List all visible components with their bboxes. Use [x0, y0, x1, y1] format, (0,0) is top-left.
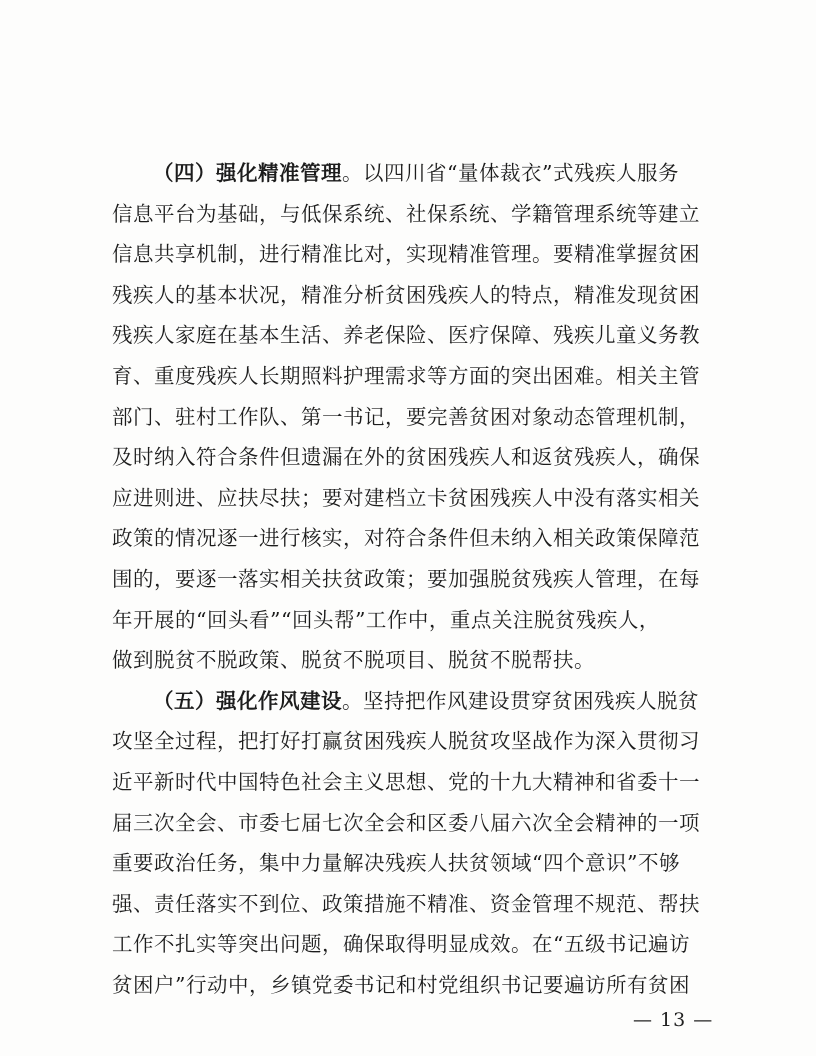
line-text: 。坚持把作风建设贯穿贫困残疾人脱贫	[342, 688, 699, 713]
text-line: 贫困户”行动中，乡镇党委书记和村党组织书记要遍访所有贫困	[112, 972, 690, 997]
text-line: 年开展的“回头看”“回头帮”工作中，重点关注脱贫残疾人，	[112, 607, 660, 632]
text-line: 残疾人的基本状况，精准分析贫困残疾人的特点，精准发现贫困	[112, 282, 700, 307]
text-line: 围的，要逐一落实相关扶贫政策；要加强脱贫残疾人管理，在每	[112, 566, 700, 591]
text-line: 及时纳入符合条件但遗漏在外的贫困残疾人和返贫残疾人，确保	[112, 445, 700, 470]
text-line: 届三次全会、市委七届七次全会和区委八届六次全会精神的一项	[112, 810, 700, 835]
text-line: 工作不扎实等突出问题，确保取得明显成效。在“五级书记遍访	[112, 932, 690, 957]
text-line: 残疾人家庭在基本生活、养老保险、医疗保障、残疾儿童义务教	[112, 323, 700, 348]
paragraph-5-first-line	[112, 681, 712, 722]
text-line: 做到脱贫不脱政策、脱贫不脱项目、脱贫不脱帮扶。	[112, 648, 595, 673]
body-text	[112, 153, 712, 1005]
text-line: 信息平台为基础，与低保系统、社保系统、学籍管理系统等建立	[112, 201, 700, 226]
text-line: 攻坚全过程，把打好打赢贫困残疾人脱贫攻坚战作为深入贯彻习	[112, 729, 700, 754]
text-line: 重要政治任务，集中力量解决残疾人扶贫领域“四个意识”不够	[112, 851, 680, 876]
text-line: 部门、驻村工作队、第一书记，要完善贫困对象动态管理机制，	[112, 404, 700, 429]
text-line: 信息共享机制，进行精准比对，实现精准管理。要精准掌握贫困	[112, 242, 700, 267]
text-line: 政策的情况逐一进行核实，对符合条件但未纳入相关政策保障范	[112, 526, 700, 551]
section-heading-5: （五）强化作风建设	[153, 688, 342, 713]
text-line: 强、责任落实不到位、政策措施不精准、资金管理不规范、帮扶	[112, 891, 700, 916]
text-line: 育、重度残疾人长期照料护理需求等方面的突出困难。相关主管	[112, 363, 700, 388]
line-text: 。以四川省“量体裁衣”式残疾人服务	[342, 161, 679, 185]
text-line: 近平新时代中国特色社会主义思想、党的十九大精神和省委十一	[112, 769, 700, 794]
text-line: 应进则进、应扶尽扶；要对建档立卡贫困残疾人中没有落实相关	[112, 485, 700, 510]
paragraph-4-first-line	[112, 153, 712, 194]
page-number: — 13 —	[633, 1009, 714, 1031]
section-heading-4: （四）强化精准管理	[153, 161, 342, 185]
